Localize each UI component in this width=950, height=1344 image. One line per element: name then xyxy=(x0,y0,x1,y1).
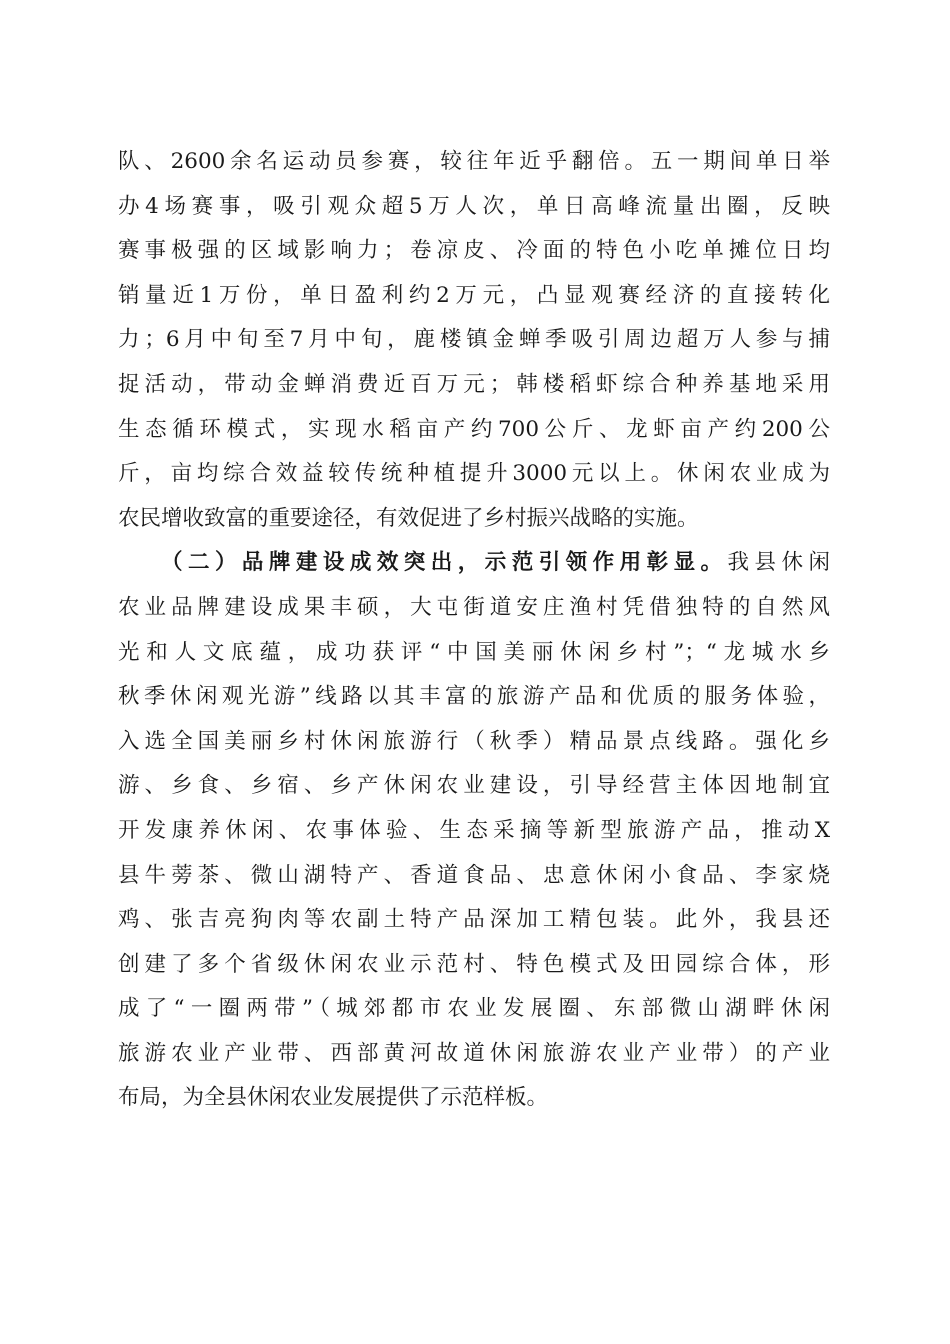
paragraph-line: 力；6月中旬至7月中旬，鹿楼镇金蝉季吸引周边超万人参与捕 xyxy=(118,327,830,353)
paragraph-line: 农业品牌建设成果丰硕，大屯街道安庄渔村凭借独特的自然风 xyxy=(118,594,830,620)
paragraph-line: 捉活动，带动金蝉消费近百万元；韩楼稻虾综合种养基地采用 xyxy=(118,371,830,397)
paragraph-line: 创建了多个省级休闲农业示范村、特色模式及田园综合体，形 xyxy=(118,951,830,977)
paragraph-line: 旅游农业产业带、西部黄河故道休闲旅游农业产业带）的产业 xyxy=(118,1040,830,1066)
paragraph-line: 队、2600余名运动员参赛，较往年近乎翻倍。五一期间单日举 xyxy=(118,149,830,174)
paragraph-line: 秋季休闲观光游”线路以其丰富的旅游产品和优质的服务体验， xyxy=(118,684,830,710)
paragraph-line: 光和人文底蕴，成功获评“中国美丽休闲乡村”；“龙城水乡 xyxy=(118,639,830,665)
paragraph-line: 游、乡食、乡宿、乡产休闲农业建设，引导经营主体因地制宜 xyxy=(118,773,830,799)
paragraph-line: 入选全国美丽乡村休闲旅游行（秋季）精品景点线路。强化乡 xyxy=(118,728,830,754)
paragraph-line: 斤，亩均综合效益较传统种植提升3000元以上。休闲农业成为 xyxy=(118,461,830,487)
paragraph-line: 鸡、张吉亮狗肉等农副土特产品深加工精包装。此外，我县还 xyxy=(118,907,830,933)
paragraph-line: 农民增收致富的重要途径，有效促进了乡村振兴战略的实施。 xyxy=(118,505,699,531)
paragraph-1 xyxy=(118,140,830,541)
paragraph-line: 开发康养休闲、农事体验、生态采摘等新型旅游产品，推动X xyxy=(118,817,830,843)
paragraph-line: 布局，为全县休闲农业发展提供了示范样板。 xyxy=(118,1085,549,1111)
section-heading: （二）品牌建设成效突出，示范引领作用彰显。 xyxy=(161,550,728,576)
heading-continuation: 我县休闲 xyxy=(727,550,830,576)
paragraph-line: 生态循环模式，实现水稻亩产约700公斤、龙虾亩产约200公 xyxy=(118,416,830,442)
paragraph-line: 销量近1万份，单日盈利约2万元，凸显观赛经济的直接转化 xyxy=(118,282,830,308)
paragraph-line: 办4场赛事，吸引观众超5万人次，单日高峰流量出圈，反映 xyxy=(118,193,830,219)
paragraph-2 xyxy=(118,541,830,1121)
body-text xyxy=(118,140,830,1121)
paragraph-first-line xyxy=(118,541,830,586)
paragraph-line: 赛事极强的区域影响力；卷凉皮、冷面的特色小吃单摊位日均 xyxy=(118,238,830,264)
paragraph-line: 县牛蒡茶、微山湖特产、香道食品、忠意休闲小食品、李家烧 xyxy=(118,862,830,888)
paragraph-line: 成了“一圈两带”（城郊都市农业发展圈、东部微山湖畔休闲 xyxy=(118,996,830,1022)
